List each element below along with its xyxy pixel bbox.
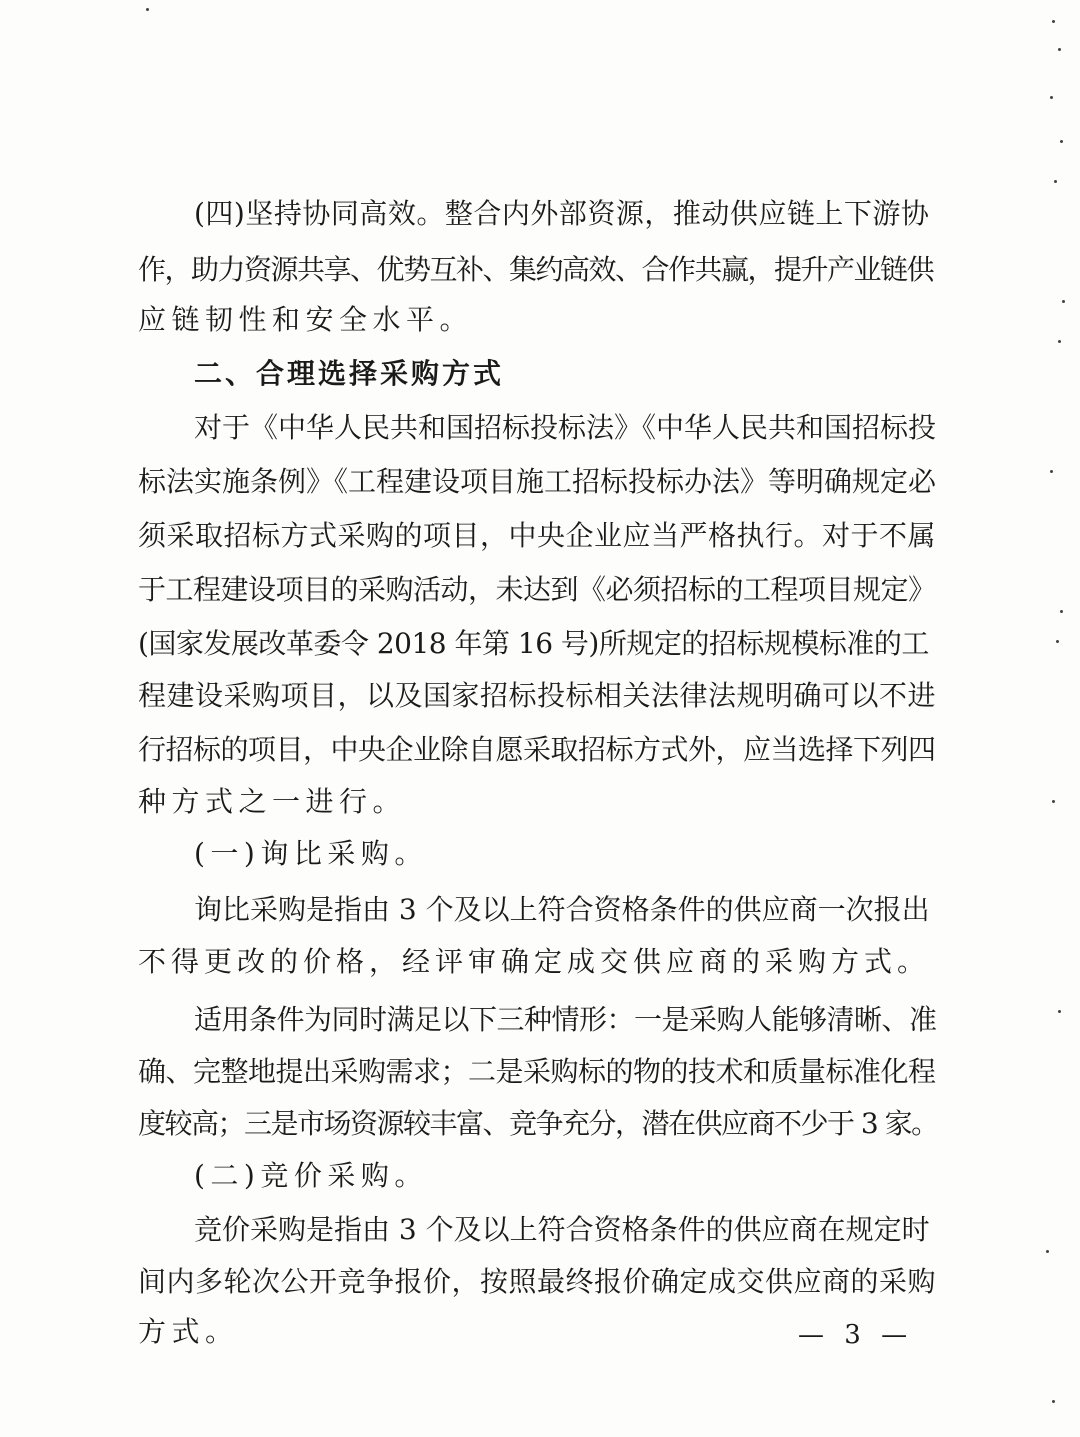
- text-line: (国家发展改革委令 2018 年第 16 号)所规定的招标规模标准的工: [138, 627, 929, 660]
- text-line: 对于《中华人民共和国招标投标法》《中华人民共和国招标投: [194, 411, 937, 444]
- scan-speck: [1056, 640, 1059, 643]
- text-line: 行招标的项目，中央企业除自愿采取招标方式外，应当选择下列四: [138, 733, 936, 766]
- text-line: 程建设采购项目，以及国家招标投标相关法律法规明确可以不进: [138, 679, 937, 712]
- text-line: 方式。: [138, 1315, 239, 1348]
- text-line: 于工程建设项目的采购活动，未达到《必须招标的工程项目规定》: [138, 573, 936, 606]
- text-line: 适用条件为同时满足以下三种情形：一是采购人能够清晰、准: [194, 1003, 937, 1036]
- page-number: — 3 —: [798, 1320, 914, 1350]
- scan-speck: [1060, 140, 1063, 143]
- scan-speck: [1054, 180, 1057, 183]
- text-line: 作，助力资源共享、优势互补、集约高效、合作共赢，提升产业链供: [138, 253, 934, 286]
- text-line: (四)坚持协同高效。整合内外部资源，推动供应链上下游协: [194, 197, 930, 230]
- scan-speck: [1050, 96, 1053, 99]
- scan-speck: [1052, 800, 1055, 803]
- scan-speck: [1062, 300, 1065, 303]
- text-line: 度较高；三是市场资源较丰富、竞争充分，潜在供应商不少于 3 家。: [138, 1107, 938, 1140]
- scan-speck: [1052, 1400, 1055, 1403]
- scan-speck: [1058, 340, 1061, 343]
- scan-speck: [146, 8, 149, 11]
- text-line: 须采取招标方式采购的项目，中央企业应当严格执行。对于不属: [138, 519, 937, 552]
- text-line: 间内多轮次公开竞争报价，按照最终报价确定成交供应商的采购: [138, 1265, 937, 1298]
- scan-speck: [1052, 20, 1055, 23]
- scan-speck: [1046, 1250, 1049, 1253]
- text-line: 询比采购是指由 3 个及以上符合资格条件的供应商一次报出: [194, 893, 930, 926]
- text-line: 不得更改的价格，经评审确定成交供应商的采购方式。: [138, 945, 931, 978]
- scan-speck: [1050, 470, 1053, 473]
- scan-speck: [1058, 48, 1061, 51]
- text-line: 确、完整地提出采购需求；二是采购标的物的技术和质量标准化程: [138, 1055, 936, 1088]
- text-line: 种方式之一进行。: [138, 785, 407, 818]
- text-line: 应链韧性和安全水平。: [138, 303, 474, 336]
- scan-speck: [1058, 1010, 1061, 1013]
- text-line: 竞价采购是指由 3 个及以上符合资格条件的供应商在规定时: [194, 1213, 930, 1246]
- subsection-heading: (二)竞价采购。: [194, 1159, 428, 1192]
- scan-speck: [1060, 610, 1063, 613]
- text-line: 标法实施条例》《工程建设项目施工招标投标办法》等明确规定必: [138, 465, 937, 498]
- subsection-heading: (一)询比采购。: [194, 837, 428, 870]
- section-heading: 二、合理选择采购方式: [194, 357, 505, 390]
